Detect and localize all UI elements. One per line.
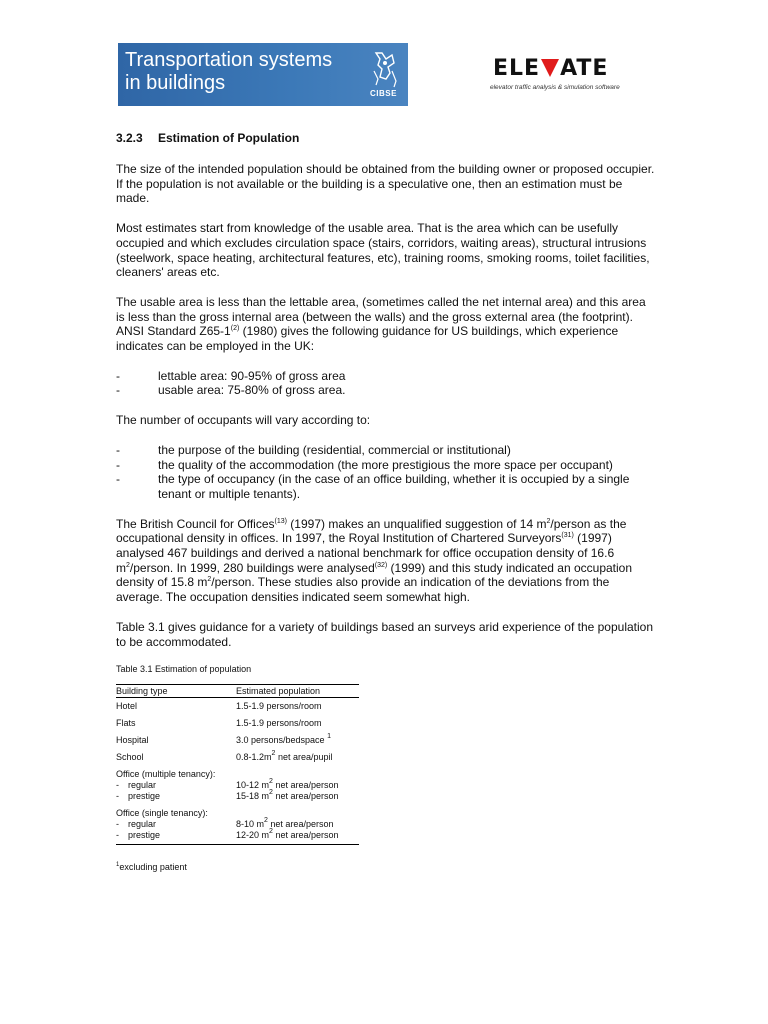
list-item: - the purpose of the building (residential, commercial or institutional) — [116, 443, 656, 458]
cell-text: prestige — [128, 791, 161, 802]
cell-text: regular — [128, 780, 157, 791]
section-title: Estimation of Population — [158, 131, 300, 145]
sub-item — [236, 808, 359, 819]
table-row — [116, 698, 359, 716]
paragraph-5 — [116, 517, 656, 605]
dash: - — [116, 791, 119, 802]
cell-text: Office (multiple tenancy): — [116, 769, 216, 780]
p5-text: /person as the occupational density in offices. In 1997, the Royal Institution of Chartered Surveyors — [116, 516, 627, 546]
superscript-2: 2 — [546, 517, 551, 525]
cell-text: net area/pupil — [275, 752, 333, 763]
superscript-2: 2 — [264, 817, 268, 825]
logo-word-post: ATE — [560, 56, 609, 81]
citation-ref: (31) — [561, 532, 574, 540]
paragraph-1: The size of the intended population should be obtained from the building owner or proposed occupier. If the population is not available or the building is a speculative one, then an estimation must be made. — [116, 162, 655, 206]
banner-title-line1: Transportation systems — [125, 49, 333, 71]
cell-text: 0.8-1.2m — [236, 752, 272, 763]
section-heading — [116, 131, 656, 146]
sub-item — [116, 780, 236, 791]
cell-text: 3.0 persons/bedspace — [236, 735, 325, 746]
citation-ref: (32) — [374, 561, 388, 569]
paragraph-4: The number of occupants will vary according to: — [116, 413, 371, 428]
superscript-2: 2 — [271, 750, 276, 758]
p5-text: /person. In 1999, 280 buildings were analysed — [129, 560, 375, 575]
cell-population: 1.5-1.9 persons/room — [236, 718, 322, 729]
p3-text-a: The usable area is less than the lettable area, (sometimes called the net internal area) and this area is less than the gross internal area (between the walls) and the gross external area (the footprint). ANSI Standard Z65-1 — [116, 294, 646, 339]
sub-item — [236, 791, 359, 802]
dash: - — [116, 780, 119, 791]
cell-population: 1.5-1.9 persons/room — [236, 701, 322, 712]
sub-item — [236, 830, 359, 841]
population-table — [116, 684, 359, 844]
dash: - — [116, 819, 119, 830]
cibse-label: CIBSE — [370, 89, 397, 98]
cell-building-type — [116, 805, 236, 844]
superscript-2: 2 — [269, 789, 273, 797]
area-list — [116, 369, 656, 398]
superscript-2: 2 — [269, 828, 273, 836]
section-number: 3.2.3 — [116, 131, 143, 145]
superscript-2: 2 — [269, 778, 273, 786]
p5-text: The British Council for Offices — [116, 516, 275, 531]
logo-tagline: elevator traffic analysis & simulation software — [490, 84, 620, 91]
cell-text: net area/person — [272, 791, 339, 802]
table-row — [116, 732, 359, 749]
cell-text: 12-20 m — [236, 830, 270, 841]
cell-population — [236, 766, 359, 805]
superscript-2: 2 — [126, 561, 130, 569]
p5-text: (1999) and this study indicated an occupation density of 15.8 m — [116, 560, 633, 590]
cell-building-type: Hospital — [116, 735, 149, 746]
dash: - — [116, 830, 119, 841]
cell-text: net area/person — [267, 819, 334, 830]
cell-building-type: Flats — [116, 718, 136, 729]
banner-title — [125, 49, 332, 95]
sub-item — [236, 769, 359, 780]
table-row — [116, 749, 359, 766]
cell-text: regular — [128, 819, 157, 830]
elevate-logo — [490, 56, 640, 96]
citation-ref: (13) — [274, 517, 287, 525]
cell-text: 10-12 m — [236, 780, 270, 791]
p5-text: /person. These studies also provide an indication of the deviations from the average. The occupation densities indicated seem somewhat high. — [116, 575, 610, 605]
cell-building-type: Hotel — [116, 701, 138, 712]
footnote-text: excluding patient — [119, 862, 187, 873]
publication-banner — [118, 43, 408, 106]
cell-text: Office (single tenancy): — [116, 808, 208, 819]
cell-population — [236, 732, 359, 749]
cell-population — [236, 805, 359, 844]
logo-wordmark — [493, 56, 608, 81]
footnote-mark: 1 — [116, 862, 120, 869]
sub-item — [116, 791, 236, 802]
logo-word-pre: ELE — [493, 56, 541, 81]
logo-v-triangle-icon — [541, 59, 559, 77]
cell-text: net area/person — [272, 780, 339, 791]
cell-text: prestige — [128, 830, 161, 841]
sub-item — [236, 780, 359, 791]
banner-title-line2: in buildings — [125, 72, 226, 94]
sub-item — [116, 819, 236, 830]
cell-building-type — [116, 766, 236, 805]
citation-ref: (2) — [230, 325, 240, 333]
paragraph-6: Table 3.1 gives guidance for a variety of buildings based an surveys arid experience of the population to be accommodated. — [116, 619, 654, 649]
p3-text-b: (1980) gives the following guidance for US buildings, which experience indicates can be employed in the UK: — [116, 324, 619, 354]
list-item: - the quality of the accommodation (the more prestigious the more space per occupant) — [116, 458, 656, 473]
p5-text: (1997) makes an unqualified suggestion of 14 m — [286, 516, 547, 531]
header-estimated-population: Estimated population — [236, 686, 321, 697]
document-body — [116, 131, 656, 872]
table-row — [116, 766, 359, 805]
list-item: - the type of occupancy (in the case of an office building, whether it is occupied by a single tenant or multiple tenants). — [116, 472, 656, 501]
sub-item — [236, 819, 359, 830]
footnote-ref: 1 — [327, 733, 331, 741]
cell-text: 8-10 m — [236, 819, 265, 830]
table-footnote — [116, 862, 656, 872]
paragraph-3 — [116, 295, 656, 354]
header-building-type: Building type — [116, 686, 168, 697]
table-header-row — [116, 685, 359, 698]
list-item: - lettable area: 90-95% of gross area — [116, 369, 656, 384]
p5-text: (1997) analysed 467 buildings and derived a national benchmark for office occupation density of 16.6 m — [116, 531, 615, 575]
sub-item — [116, 830, 236, 841]
cell-text: 15-18 m — [236, 791, 270, 802]
table-row — [116, 805, 359, 844]
paragraph-2: Most estimates start from knowledge of the usable area. That is the area which can be usefully occupied and which excludes circulation space (stairs, corridors, waiting areas), structural intrusions (steelwork, space heating, architectural features, etc), training rooms, smoking rooms, toilet facilities, cleaners' areas etc. — [116, 221, 650, 280]
table-row — [116, 715, 359, 732]
population-table-wrapper — [116, 684, 359, 845]
cell-building-type: School — [116, 752, 144, 763]
list-item: - usable area: 75-80% of gross area. — [116, 383, 656, 398]
cell-text: net area/person — [272, 830, 339, 841]
superscript-2: 2 — [207, 576, 212, 584]
occupant-list — [116, 443, 656, 502]
cell-population — [236, 749, 359, 766]
table-caption: Table 3.1 Estimation of population — [116, 664, 252, 675]
